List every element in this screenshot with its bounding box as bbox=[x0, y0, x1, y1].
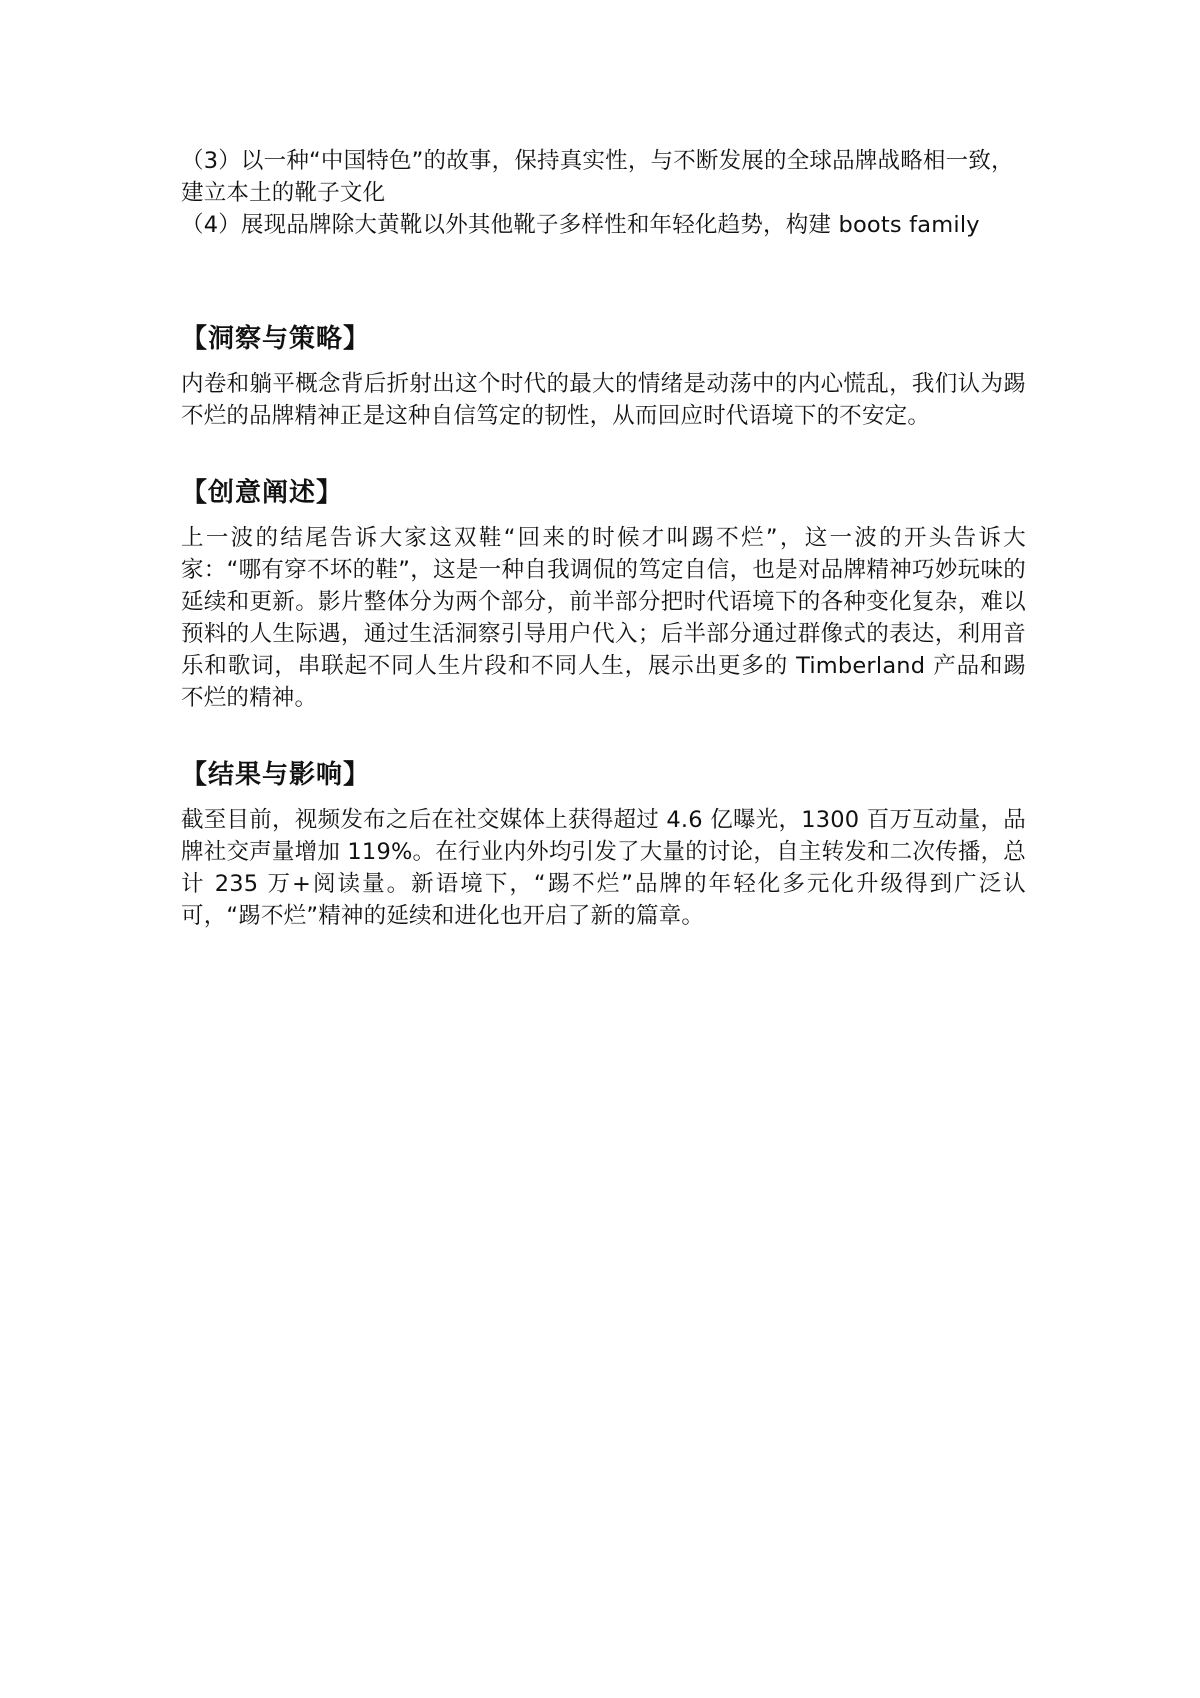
insight-heading: 【洞察与策略】 bbox=[181, 324, 371, 354]
list-item: （4）展现品牌除大黄靴以外其他靴子多样性和年轻化趋势，构建 boots family bbox=[181, 212, 980, 238]
objectives-list bbox=[181, 145, 1026, 241]
result-section bbox=[181, 757, 1026, 932]
creative-heading: 【创意阐述】 bbox=[181, 478, 344, 508]
insight-section bbox=[181, 321, 1026, 432]
document-content bbox=[181, 145, 1026, 932]
result-paragraph: 截至目前，视频发布之后在社交媒体上获得超过 4.6 亿曝光，1300 百万互动量，品牌社交声量增加 119%。在行业内外均引发了大量的讨论，自主转发和二次传播，总计 235 万+阅读量。新语境下，“踢不烂”品牌的年轻化多元化升级得到广泛认可，“踢不烂”精神的延续和进化也开启了新的篇章。 bbox=[181, 807, 1026, 929]
creative-section bbox=[181, 475, 1026, 714]
result-heading: 【结果与影响】 bbox=[181, 760, 371, 790]
creative-paragraph: 上一波的结尾告诉大家这双鞋“回来的时候才叫踢不烂”，这一波的开头告诉大家：“哪有穿不坏的鞋”，这是一种自我调侃的笃定自信，也是对品牌精神巧妙玩味的延续和更新。影片整体分为两个部分，前半部分把时代语境下的各种变化复杂，难以预料的人生际遇，通过生活洞察引导用户代入；后半部分通过群像式的表达，利用音乐和歌词，串联起不同人生片段和不同人生，展示出更多的 Timberland 产品和踢不烂的精神。 bbox=[181, 525, 1026, 711]
list-item: （3）以一种“中国特色”的故事，保持真实性，与不断发展的全球品牌战略相一致，建立本土的靴子文化 bbox=[181, 148, 1014, 206]
insight-paragraph: 内卷和躺平概念背后折射出这个时代的最大的情绪是动荡中的内心慌乱，我们认为踢不烂的品牌精神正是这种自信笃定的韧性，从而回应时代语境下的不安定。 bbox=[181, 371, 1026, 429]
